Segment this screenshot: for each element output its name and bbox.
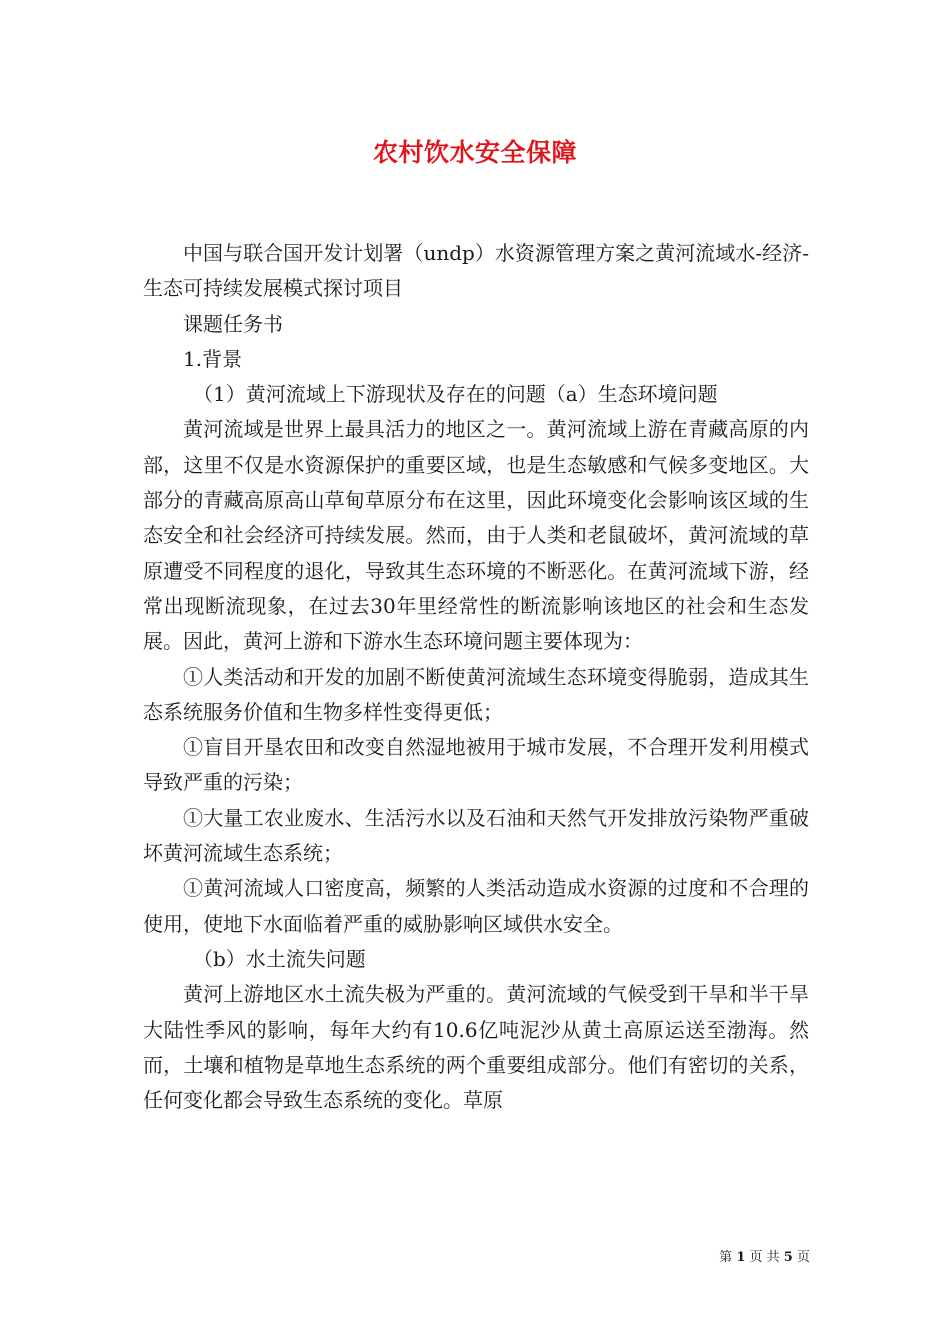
list-item: ➀人类活动和开发的加剧不断使黄河流域生态环境变得脆弱，造成其生态系统服务价值和生物多样性变得更低； <box>143 664 809 724</box>
heading-background: 1.背景 <box>183 346 243 371</box>
paragraph-ecology-intro: 黄河流域是世界上最具活力的地区之一。黄河流域上游在青藏高原的内部，这里不仅是水资源保护的重要区域，也是生态敏感和气候多变地区。大部分的青藏高原高山草甸草原分布在这里，因此环境变化会影响该区域的生态安全和社会经济可持续发展。然而，由于人类和老鼠破坏，黄河流域的草原遭受不同程度的退化，导致其生态环境的不断恶化。在黄河流域下游，经常出现断流现象，在过去30年里经常性的断流影响该地区的社会和生态发展。因此，黄河上游和下游水生态环境问题主要体现为： <box>143 417 809 654</box>
page-footer <box>690 1246 810 1265</box>
paragraph-task-book: 课题任务书 <box>183 311 283 336</box>
footer-middle: 页 共 <box>749 1250 780 1265</box>
document-title: 农村饮水安全保障 <box>372 138 577 167</box>
list-item: ➀黄河流域人口密度高，频繁的人类活动造成水资源的过度和不合理的使用，使地下水面临着严重的威胁影响区域供水安全。 <box>143 876 809 936</box>
footer-page-number: 1 <box>736 1250 746 1265</box>
footer-total-pages: 5 <box>783 1250 793 1265</box>
footer-prefix: 第 <box>719 1250 733 1265</box>
list-item: ➀盲目开垦农田和改变自然湿地被用于城市发展，不合理开发利用模式导致严重的污染； <box>143 735 809 795</box>
document-body <box>143 236 809 1118</box>
footer-suffix: 页 <box>796 1250 810 1265</box>
heading-soil-erosion: （b）水土流失问题 <box>193 946 366 971</box>
paragraph-soil-erosion: 黄河上游地区水土流失极为严重的。黄河流域的气候受到干旱和半干旱大陆性季风的影响，每年大约有10.6亿吨泥沙从黄土高原运送至渤海。然而，土壤和植物是草地生态系统的两个重要组成部分。他们有密切的关系，任何变化都会导致生态系统的变化。草原 <box>143 982 809 1113</box>
paragraph-project-name: 中国与联合国开发计划署（undp）水资源管理方案之黄河流域水-经济-生态可持续发展模式探讨项目 <box>143 241 809 301</box>
heading-current-status: （1）黄河流域上下游现状及存在的问题（a）生态环境问题 <box>193 382 718 407</box>
list-item: ➀大量工农业废水、生活污水以及石油和天然气开发排放污染物严重破坏黄河流域生态系统； <box>143 805 809 866</box>
